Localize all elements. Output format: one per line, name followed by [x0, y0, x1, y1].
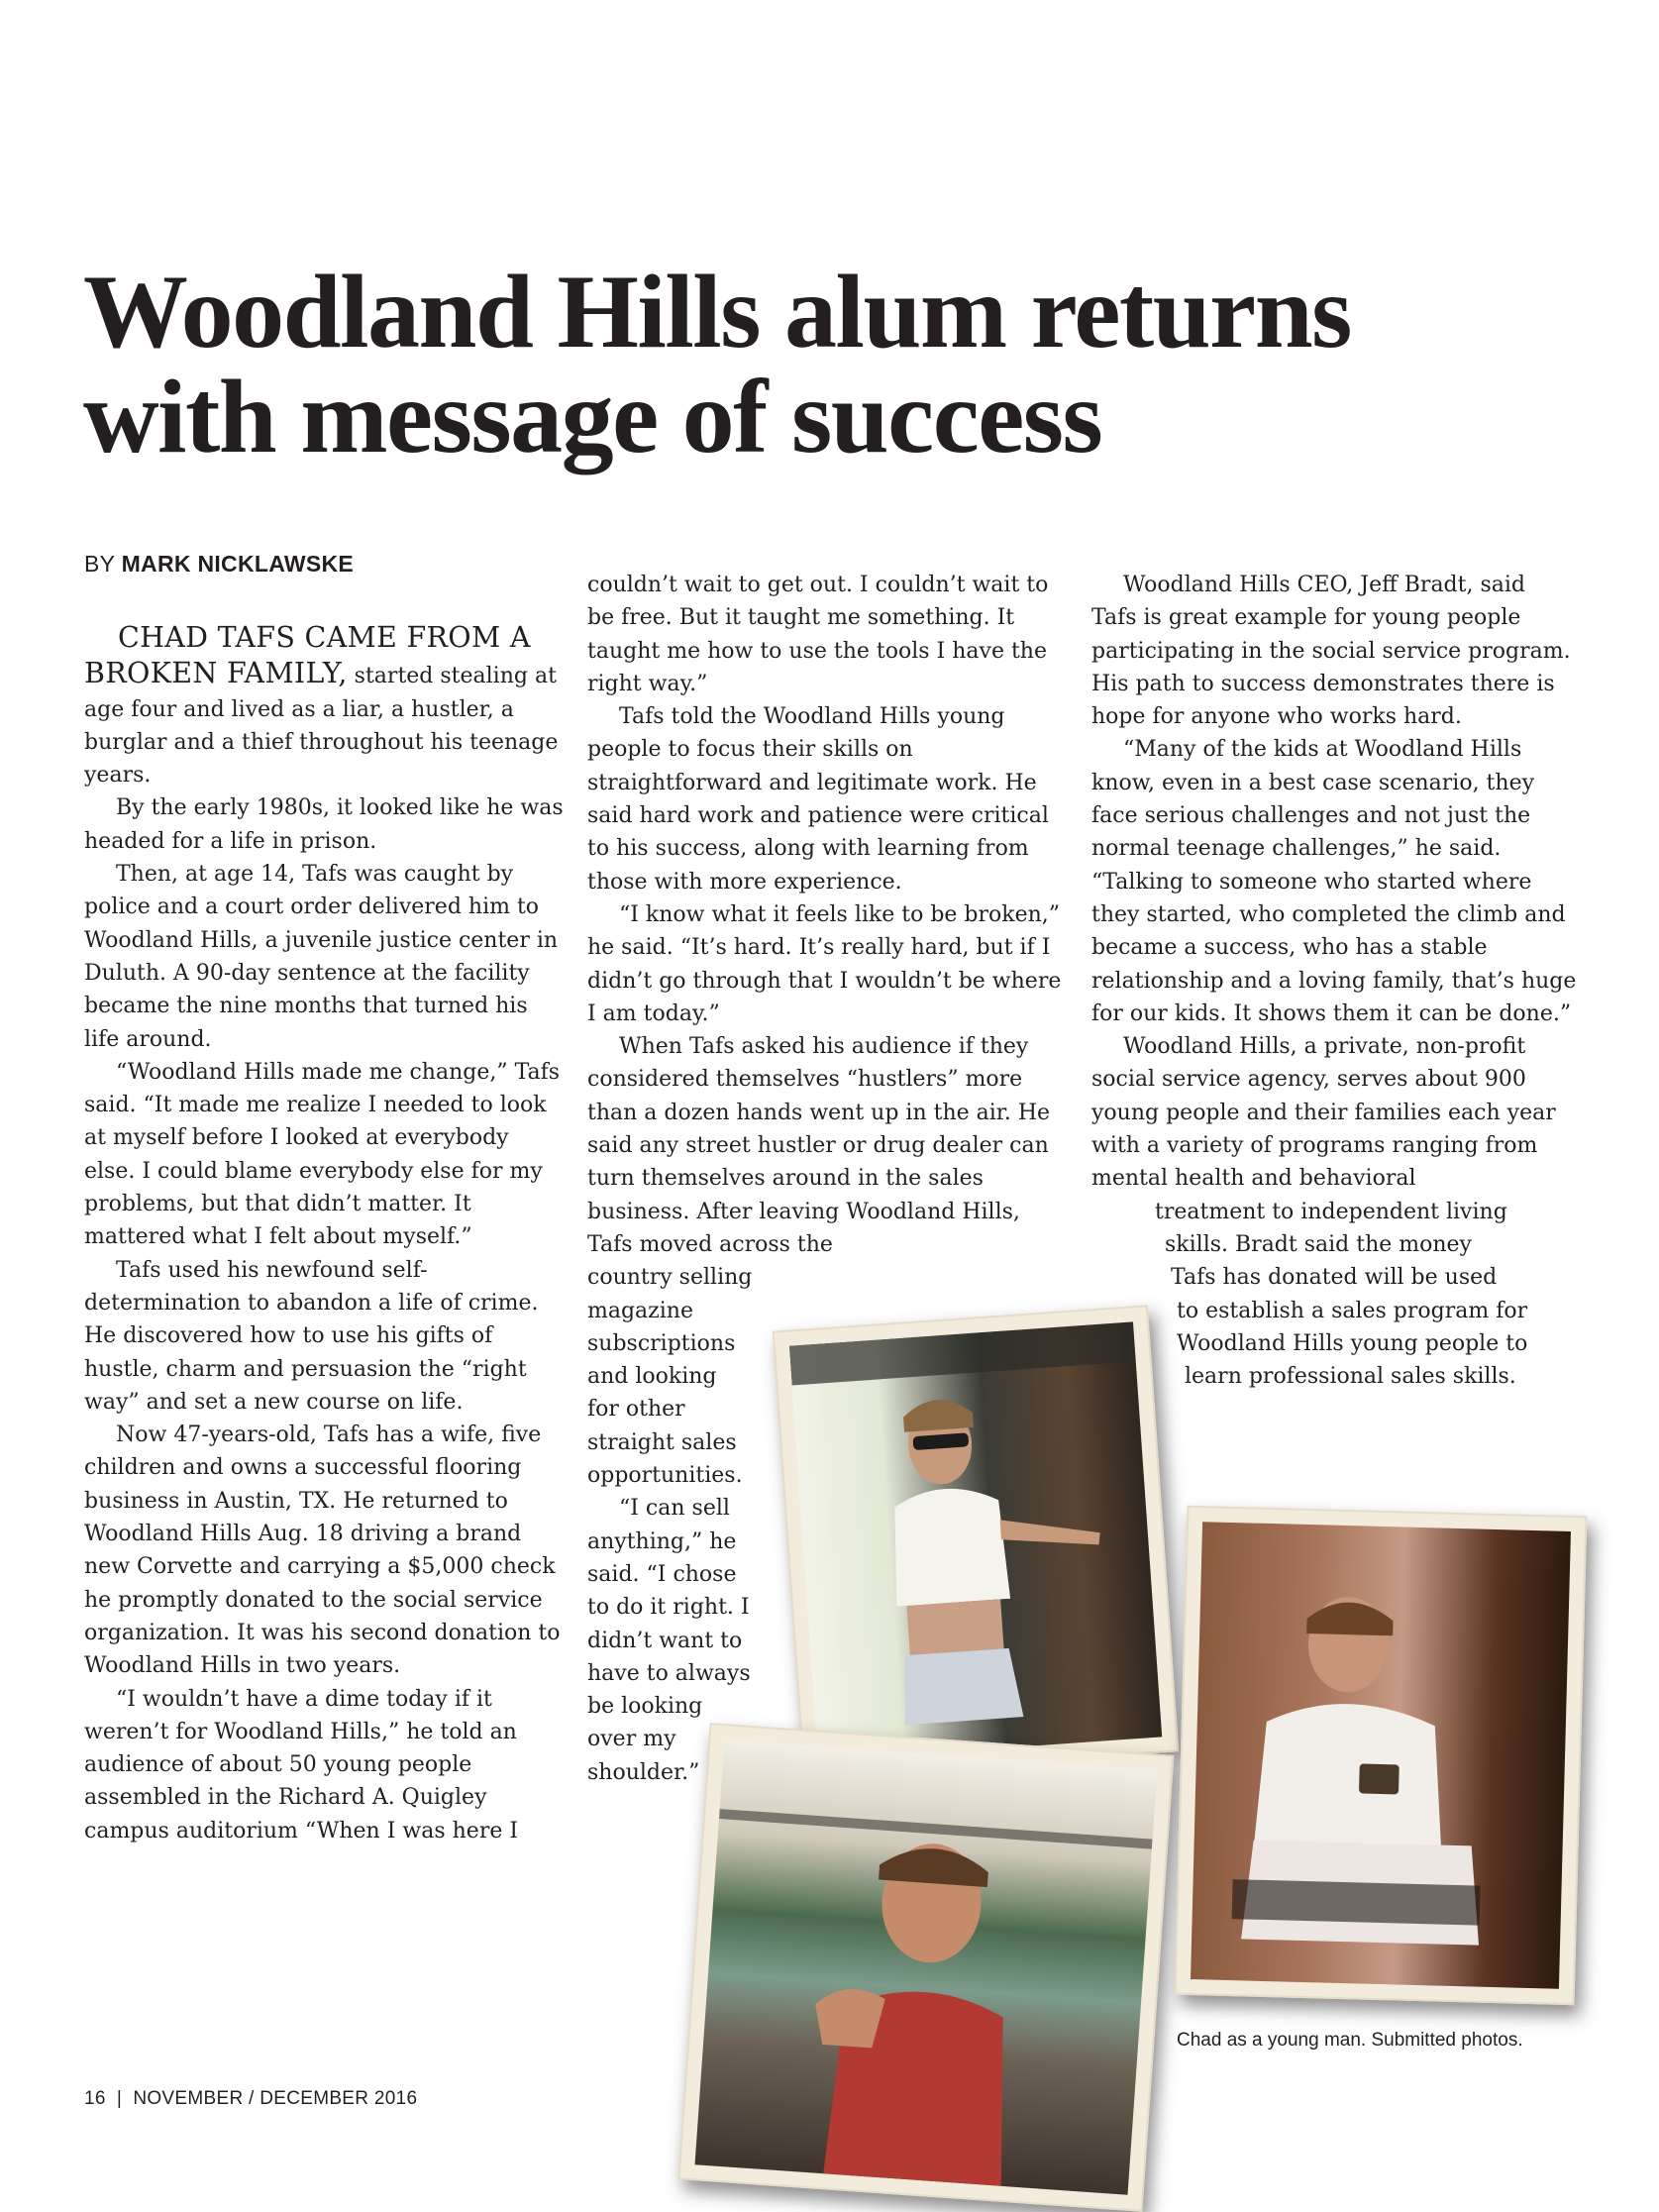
narrow-line: to do it right. I	[587, 1595, 750, 1621]
narrow-line: and looking	[587, 1364, 717, 1390]
lead-caps-line-1: CHAD TAFS CAME FROM A	[118, 621, 531, 654]
narrow-line: over my	[587, 1727, 676, 1752]
narrow-line: magazine	[587, 1298, 693, 1323]
narrow-line: country selling	[587, 1265, 753, 1291]
page-number: 16	[84, 2088, 106, 2109]
wrap-line: learn professional sales skills.	[1185, 1364, 1516, 1390]
narrow-line: didn’t want to	[587, 1628, 743, 1653]
byline-author: MARK NICKLAWSKE	[121, 551, 355, 577]
photo-young-man-white-suit	[1175, 1506, 1588, 2005]
wrap-line: to establish a sales program for	[1177, 1298, 1528, 1323]
paragraph: “I know what it feels like to be broken,” he said. “It’s hard. It’s really hard, but if I didn’t go through that I wouldn’t be where I am today.”	[587, 901, 1062, 1026]
paragraph: couldn’t wait to get out. I couldn’t wait to be free. But it taught me something. It taught me how to use the tools I have the right way.”	[587, 573, 1049, 696]
footer-separator: |	[116, 2088, 123, 2109]
photo-figure	[789, 1321, 1162, 1760]
byline	[84, 551, 354, 578]
paragraph: Tafs told the Woodland Hills young people to focus their skills on straightforward and legitimate work. He said hard work and patience were critical to his success, along with learning from those with more experience.	[587, 704, 1049, 895]
paragraph: Then, at age 14, Tafs was caught by police and a court order delivered him to Woodland Hills, a juvenile justice center in Duluth. A 90-day sentence at the facility became the nine months that turned his life around.	[84, 862, 559, 1052]
photo-figure	[695, 1739, 1158, 2195]
paragraph: Now 47-years-old, Tafs has a wife, five children and owns a successful flooring business in Austin, TX. He returned to Woodland Hills Aug. 18 driving a brand new Corvette and carrying a $5,000 check he promptly donated to the social service organization. It was his second donation to Woodland Hills in two years.	[84, 1422, 561, 1679]
issue-date: NOVEMBER / DECEMBER 2016	[133, 2088, 418, 2109]
narrow-line: opportunities.	[587, 1463, 743, 1489]
paragraph: “Many of the kids at Woodland Hills know, even in a best case scenario, they face serious challenges and not just the normal teenage challenges,” he said. “Talking to someone who started where they started, who completed the climb and became a success, who has a stable relationship and a loving family, that’s huge for our kids. It shows them it can be done.”	[1091, 737, 1577, 1026]
page-footer	[84, 2088, 417, 2110]
paragraph: Woodland Hills CEO, Jeff Bradt, said Tafs is great example for young people participating in the social service program. His path to success demonstrates there is hope for anyone who works hard.	[1091, 573, 1571, 730]
lead-paragraph-rest: started stealing at age four and lived as a liar, a hustler, a burglar and a thief throughout his teenage years.	[84, 664, 559, 789]
wrap-line: Tafs has donated will be used	[1171, 1265, 1498, 1291]
narrow-line: anything,” he	[587, 1528, 737, 1554]
paragraph: Tafs used his newfound self-determination to abandon a life of crime. He discovered how to use his gifts of hustle, charm and persuasion the “right way” and set a new course on life.	[84, 1257, 539, 1415]
wrap-line: skills. Bradt said the money	[1165, 1231, 1472, 1257]
byline-prefix: BY	[84, 551, 115, 577]
article-column-3	[1091, 569, 1577, 1393]
photo-figure	[1191, 1522, 1571, 1989]
photo-image	[1191, 1522, 1571, 1989]
photo-image	[695, 1739, 1158, 2195]
wrap-line: treatment to independent living	[1155, 1199, 1507, 1224]
narrow-line: said. “I chose	[587, 1561, 737, 1587]
paragraph: Woodland Hills, a private, non-profit social service agency, serves about 900 young people and their families each year with a variety of programs ranging from mental health and behavioral	[1091, 1034, 1556, 1192]
paragraph: By the early 1980s, it looked like he was headed for a life in prison.	[84, 795, 564, 854]
lead-caps-line-2: BROKEN FAMILY,	[84, 657, 348, 690]
narrow-line: subscriptions	[587, 1330, 736, 1356]
paragraph: “Woodland Hills made me change,” Tafs said. “It made me realize I needed to look at myself before I looked at everybody else. I could blame everybody else for my problems, but that didn’t matter. It mattered what I felt about myself.”	[84, 1059, 561, 1250]
lead-paragraph	[84, 621, 566, 791]
article-column-1	[84, 621, 566, 1847]
narrow-line: have to always	[587, 1660, 751, 1686]
photo-image	[789, 1321, 1162, 1760]
narrow-line: straight sales	[587, 1429, 737, 1455]
paragraph: “I wouldn’t have a dime today if it weren’t for Woodland Hills,” he told an audience of about 50 young people assembled in the Richard A. Quigley campus auditorium “When I was here I	[84, 1686, 519, 1843]
photo-caption: Chad as a young man. Submitted photos.	[1177, 2030, 1523, 2051]
paragraph: When Tafs asked his audience if they considered themselves “hustlers” more than a dozen hands went up in the air. He said any street hustler or drug dealer can turn themselves around in the sales business. After leaving Woodland Hills, Tafs moved across the	[587, 1034, 1051, 1257]
narrow-line: shoulder.”	[587, 1759, 700, 1785]
headline	[83, 254, 1371, 474]
headline-line-1: Woodland Hills alum returns	[83, 254, 1351, 369]
wrap-line: Woodland Hills young people to	[1177, 1330, 1528, 1356]
photo-young-man-red-shirt	[677, 1723, 1174, 2212]
narrow-line: “I can sell	[619, 1496, 730, 1522]
narrow-line: for other	[587, 1397, 685, 1422]
narrow-line: be looking	[587, 1694, 703, 1720]
wrapped-text-block	[1091, 1196, 1577, 1394]
headline-line-2: with message of success	[83, 359, 1102, 474]
photo-young-man-sunglasses	[773, 1305, 1180, 1777]
